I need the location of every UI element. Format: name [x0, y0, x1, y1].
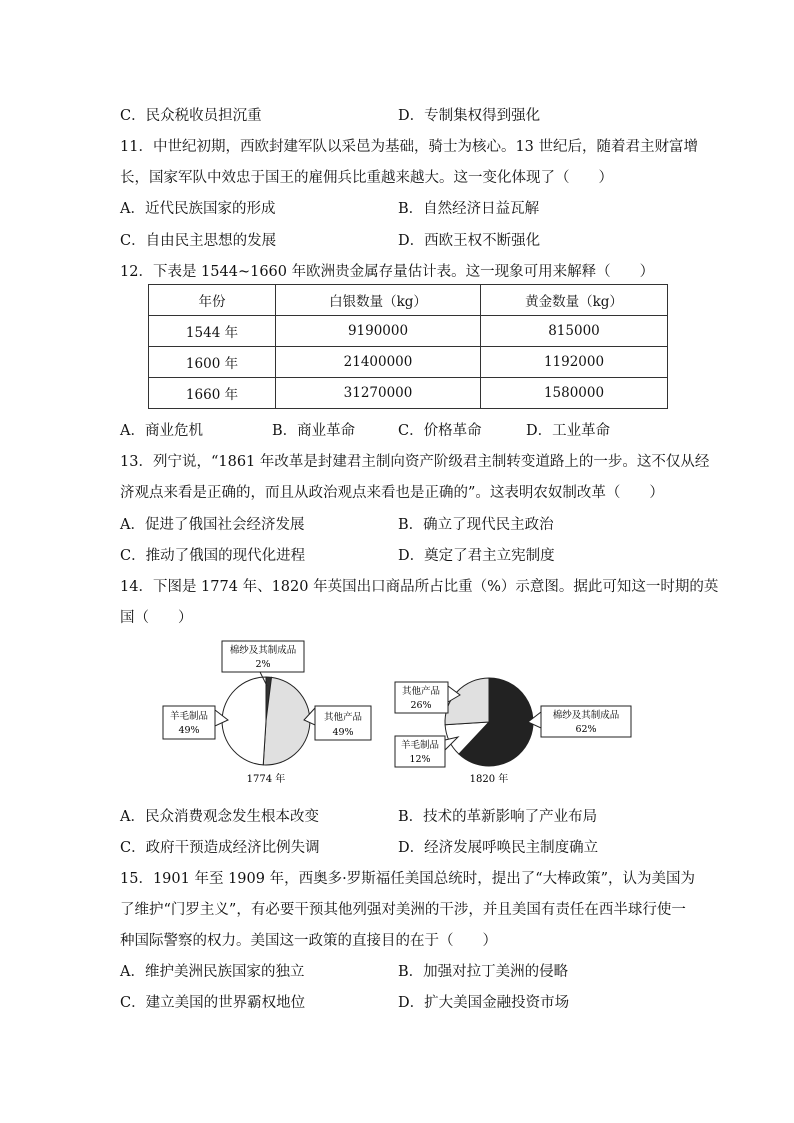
- q15-option-c: C．建立美国的世界霸权地位: [120, 995, 306, 1011]
- table-row: [149, 378, 668, 409]
- table-row: [149, 347, 668, 378]
- q11-stem-line1: 11．中世纪初期，西欧封建军队以采邑为基础，骑士为核心。13 世纪后，随着君主财富增: [120, 139, 699, 155]
- q14-option-d: D．经济发展呼唤民主制度确立: [398, 840, 599, 856]
- q11-option-a: A．近代民族国家的形成: [120, 201, 276, 217]
- q13-option-c: C．推动了俄国的现代化进程: [120, 548, 306, 564]
- q15-option-a: A．维护美洲民族国家的独立: [120, 964, 305, 980]
- q12-option-b: B．商业革命: [272, 423, 356, 439]
- q14-option-b: B．技术的革新影响了产业布局: [398, 809, 598, 825]
- q13-option-a: A．促进了俄国社会经济发展: [120, 517, 305, 533]
- label-1774-wool-pct: 49%: [178, 725, 200, 736]
- q15-stem-line3: 种国际警察的权力。美国这一政策的直接目的在于（ ）: [120, 933, 497, 949]
- pie-slice: [222, 677, 266, 765]
- table-cell: 1580000: [481, 378, 668, 409]
- table-cell: 1544 年: [149, 316, 276, 347]
- label-1820-other-name: 其他产品: [401, 686, 441, 697]
- table-header: 年份: [149, 285, 276, 316]
- pie-chart-1774: [222, 677, 310, 765]
- chart-title-1820: 1820 年: [469, 774, 509, 785]
- q13-stem-line2: 济观点来看是正确的，而且从政治观点来看也是正确的”。这表明农奴制改革（ ）: [120, 485, 664, 501]
- q10-option-d: D．专制集权得到强化: [398, 108, 541, 124]
- table-cell: 1600 年: [149, 347, 276, 378]
- q15-stem-line1: 15．1901 年至 1909 年，西奥多·罗斯福任美国总统时，提出了“大棒政策”，认为美国为: [120, 871, 696, 887]
- label-1774-other-pct: 49%: [332, 727, 354, 738]
- q11-option-c: C．自由民主思想的发展: [120, 233, 277, 249]
- table-header: 白银数量（kg）: [276, 285, 481, 316]
- label-1774-cotton-pct: 2%: [255, 659, 271, 670]
- q12-option-a: A．商业危机: [120, 423, 203, 439]
- label-1820-wool-name: 羊毛制品: [400, 740, 440, 751]
- pie-chart-1820: [445, 678, 533, 766]
- q14-option-a: A．民众消费观念发生根本改变: [120, 809, 319, 825]
- export-share-pie-charts: [0, 630, 794, 790]
- q10-option-c: C．民众税收员担沉重: [120, 108, 262, 124]
- q14-stem-line1: 14．下图是 1774 年、1820 年英国出口商品所占比重（%）示意图。据此可知这一时期的英: [120, 579, 719, 595]
- table-cell: 1660 年: [149, 378, 276, 409]
- label-1820-wool-pct: 12%: [409, 754, 431, 765]
- q12-option-d: D．工业革命: [526, 423, 611, 439]
- q15-option-d: D．扩大美国金融投资市场: [398, 995, 570, 1011]
- table-cell: 21400000: [276, 347, 481, 378]
- table-cell: 31270000: [276, 378, 481, 409]
- table-cell: 815000: [481, 316, 668, 347]
- pie-slice: [263, 677, 310, 765]
- q14-stem-line2: 国（ ）: [120, 610, 193, 626]
- q15-stem-line2: 了维护“门罗主义”，有必要干预其他列强对美洲的干涉，并且美国有责任在西半球行使一: [120, 902, 686, 918]
- metal-stock-table: [148, 284, 668, 409]
- label-1774-other-name: 其他产品: [323, 712, 363, 723]
- table-cell: 9190000: [276, 316, 481, 347]
- q14-option-c: C．政府干预造成经济比例失调: [120, 840, 320, 856]
- label-1774-wool-name: 羊毛制品: [169, 711, 209, 722]
- q13-stem-line1: 13．列宁说，“1861 年改革是封建君主制向资产阶级君主制转变道路上的一步。这不仅从经: [120, 454, 710, 470]
- q15-option-b: B．加强对拉丁美洲的侵略: [398, 964, 569, 980]
- q11-stem-line2: 长，国家军队中效忠于国王的雇佣兵比重越来越大。这一变化体现了（ ）: [120, 170, 613, 186]
- label-1820-cotton-name: 棉纱及其制成品: [552, 710, 620, 721]
- label-1820-other-pct: 26%: [410, 700, 432, 711]
- pie-slice: [445, 678, 489, 725]
- table-header: 黄金数量（kg）: [481, 285, 668, 316]
- label-1820-cotton-pct: 62%: [575, 724, 597, 735]
- q11-option-d: D．西欧王权不断强化: [398, 233, 541, 249]
- q11-option-b: B．自然经济日益瓦解: [398, 201, 540, 217]
- table-header-row: [149, 285, 668, 316]
- q12-option-c: C．价格革命: [398, 423, 482, 439]
- q12-stem: 12．下表是 1544~1660 年欧洲贵金属存量估计表。这一现象可用来解释（ ）: [120, 264, 655, 280]
- q13-option-b: B．确立了现代民主政治: [398, 517, 554, 533]
- table-row: [149, 316, 668, 347]
- label-1774-cotton-name: 棉纱及其制成品: [229, 645, 297, 656]
- chart-title-1774: 1774 年: [246, 774, 286, 785]
- table-cell: 1192000: [481, 347, 668, 378]
- q13-option-d: D．奠定了君主立宪制度: [398, 548, 555, 564]
